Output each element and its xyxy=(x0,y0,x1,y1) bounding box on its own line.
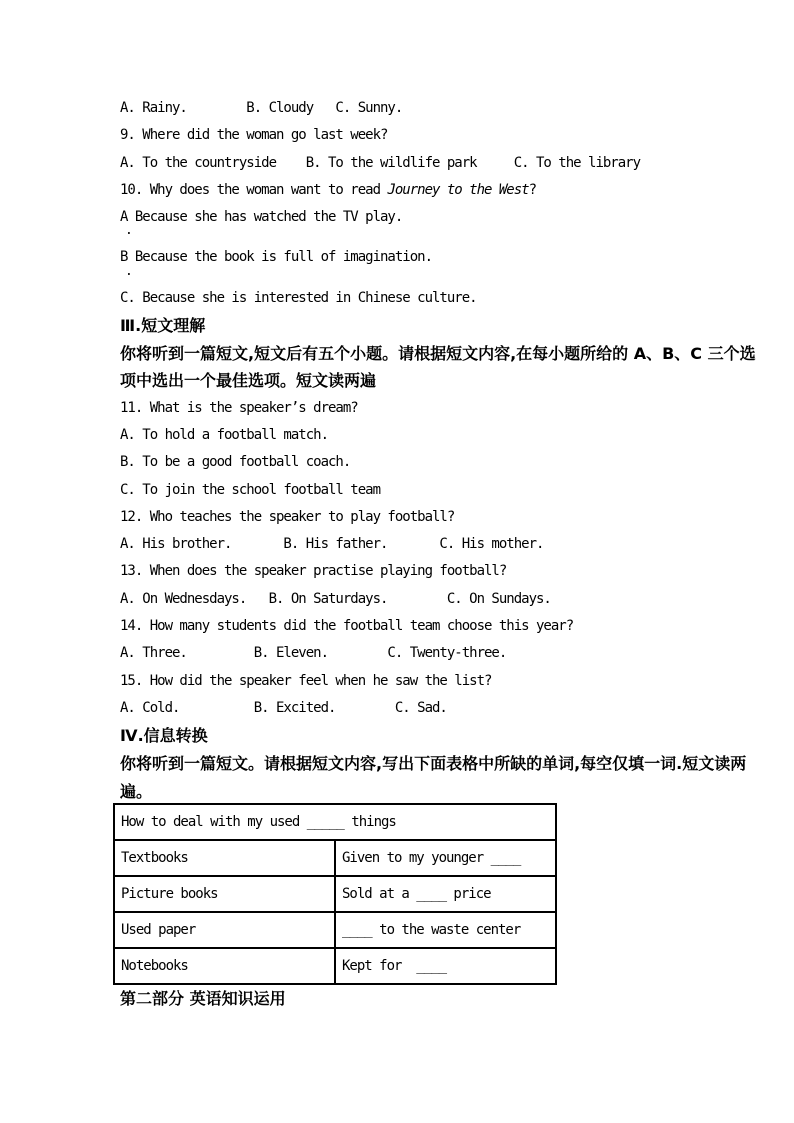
option-line: B. To be a good football coach. xyxy=(120,454,351,471)
option-line: C. To join the school football team xyxy=(120,481,381,498)
stray-dot: . xyxy=(125,223,133,239)
table-row xyxy=(114,840,556,876)
question-text: ? xyxy=(528,181,537,198)
listening-section xyxy=(120,95,760,805)
question-line: 9. Where did the woman go last week? xyxy=(120,127,388,144)
action-cell: Given to my younger ____ xyxy=(335,840,556,876)
instruction-text: 你将听到一篇短文,短文后有五个小题。请根据短文内容,在每小题所给的 A、B、C 三个选 xyxy=(120,344,756,364)
item-cell: Textbooks xyxy=(114,840,335,876)
item-cell: Notebooks xyxy=(114,948,335,984)
option-line: A. His brother. B. His father. C. His mother. xyxy=(120,536,544,553)
section-heading: Ⅳ.信息转换 xyxy=(120,726,208,746)
part2-heading: 第二部分 英语知识运用 xyxy=(120,988,286,1008)
question-line: 13. When does the speaker practise playing football? xyxy=(120,563,507,580)
table-row xyxy=(114,912,556,948)
instruction-text: 你将听到一篇短文。请根据短文内容,写出下面表格中所缺的单词,每空仅填一词.短文读两 xyxy=(120,754,747,774)
option-line: A Because she has watched the TV play. xyxy=(120,209,403,226)
table-title-cell: How to deal with my used _____ things xyxy=(114,804,556,840)
book-title-italic: Journey to the West xyxy=(387,181,529,198)
option-line: A. To hold a football match. xyxy=(120,426,329,443)
stray-dot: . xyxy=(125,263,133,279)
action-cell: Kept for ____ xyxy=(335,948,556,984)
option-line: A. On Wednesdays. B. On Saturdays. C. On Sundays. xyxy=(120,590,551,607)
table-row xyxy=(114,876,556,912)
option-line: A. Rainy. B. Cloudy C. Sunny. xyxy=(120,100,403,116)
item-cell: Picture books xyxy=(114,876,335,912)
option-line: C. Because she is interested in Chinese culture. xyxy=(120,289,477,306)
question-line xyxy=(120,177,760,204)
option-line: A. Cold. B. Excited. C. Sad. xyxy=(120,699,447,716)
question-line: 12. Who teaches the speaker to play football? xyxy=(120,508,455,525)
option-line: B Because the book is full of imagination. xyxy=(120,249,433,266)
question-line: 15. How did the speaker feel when he saw the list? xyxy=(120,672,492,689)
action-cell: Sold at a ____ price xyxy=(335,876,556,912)
question-line: 11. What is the speaker’s dream? xyxy=(120,399,358,416)
instruction-text: 项中选出一个最佳选项。短文读两遍 xyxy=(120,371,377,391)
table-row xyxy=(114,948,556,984)
option-line: A. Three. B. Eleven. C. Twenty-three. xyxy=(120,645,507,662)
option-line: A. To the countryside B. To the wildlife park C. To the library xyxy=(120,154,641,171)
section-heading: Ⅲ.短文理解 xyxy=(120,316,206,336)
question-line: 14. How many students did the football team choose this year? xyxy=(120,618,574,635)
instruction-text: 遍。 xyxy=(120,781,153,801)
question-text: 10. Why does the woman want to read xyxy=(120,181,388,198)
item-cell: Used paper xyxy=(114,912,335,948)
info-transfer-table xyxy=(113,803,557,985)
table-row xyxy=(114,804,556,840)
page-content xyxy=(120,95,760,1009)
action-cell: ____ to the waste center xyxy=(335,912,556,948)
